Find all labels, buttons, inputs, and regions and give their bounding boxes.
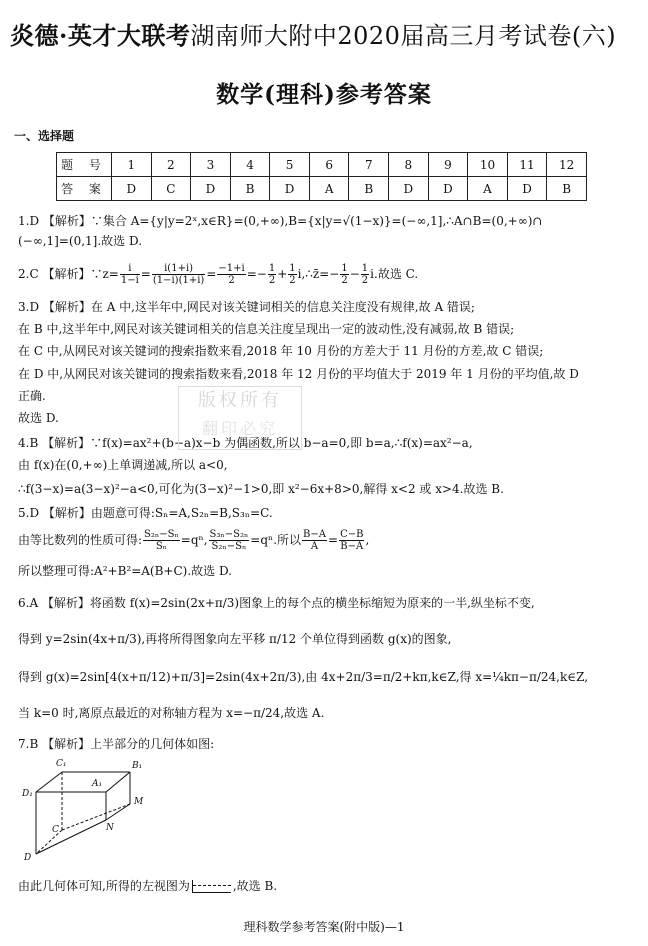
q4-solution-line3: ∴f(3−x)=a(3−x)²−a<0,可化为(3−x)²−1>0,即 x²−6x+8>0,解得 x<2 或 x>4.故选 B.	[18, 482, 504, 496]
table-cell: 5	[270, 153, 310, 177]
q3-solution-line1: 3.D 【解析】在 A 中,这半年中,网民对该关键词相关的信息关注度没有规律,故 A 错误;	[18, 300, 475, 314]
edge-b1-a1	[106, 772, 130, 792]
q3-solution-line4: 在 D 中,从网民对该关键词的搜索指数来看,2018 年 12 月份的平均值大于 2019 年 1 月份的平均值,故 D	[18, 367, 579, 381]
answer-table	[56, 152, 587, 201]
page-footer: 理科数学参考答案(附中版)—1	[243, 920, 405, 934]
table-cell: D	[389, 177, 429, 201]
q4-solution-line1: 4.B 【解析】∵f(x)=ax²+(b−a)x−b 为偶函数,所以 b−a=0,即 b=a,∴f(x)=ax²−a,	[18, 436, 473, 450]
q3-solution-line2: 在 B 中,这半年中,网民对该关键词相关的信息关注度呈现出一定的波动性,没有减弱,故 B 错误;	[18, 322, 515, 336]
q5-solution-line3: 所以整理可得:A²+B²=A(B+C).故选 D.	[18, 564, 232, 578]
answer-key-subtitle: 数学(理科)参考答案	[216, 81, 432, 108]
table-cell: 7	[349, 153, 389, 177]
label-d: D	[24, 853, 32, 863]
table-cell: 3	[191, 153, 231, 177]
table-row-answers	[57, 177, 587, 201]
q3-solution-line3: 在 C 中,从网民对该关键词的搜索指数来看,2018 年 10 月份的方差大于 11 月份的方差,故 C 错误;	[18, 344, 544, 358]
section-title-choice: 一、选择题	[14, 129, 75, 143]
title-brand: 炎德·英才大联考	[10, 21, 191, 50]
fraction: $\frac{C-B}{B-A}$	[340, 529, 364, 552]
table-cell: 1	[112, 153, 152, 177]
table-cell: 12	[547, 153, 587, 177]
table-cell: 9	[428, 153, 468, 177]
fraction: $\frac{1}{2}$	[361, 263, 369, 286]
hidden-edge-c-m	[62, 804, 130, 830]
geometry-figure	[20, 752, 180, 864]
table-cell: D	[191, 177, 231, 201]
table-cell: D	[428, 177, 468, 201]
table-cell: 8	[389, 153, 429, 177]
label-b1: B₁	[132, 761, 143, 771]
table-cell: 2	[151, 153, 191, 177]
table-cell: B	[547, 177, 587, 201]
fraction: $\frac{\text{S₃ₙ−S₂ₙ}}{\text{S₂ₙ−Sₙ}}$	[209, 529, 249, 552]
table-cell: B	[230, 177, 270, 201]
table-cell: C	[151, 177, 191, 201]
q1-solution-line2: (−∞,1]=(0,1].故选 D.	[18, 234, 143, 248]
fraction: $\frac{1}{2}$	[341, 263, 348, 286]
label-a1: A₁	[92, 779, 103, 789]
watermark	[178, 386, 302, 450]
q6-solution-line1: 6.A 【解析】将函数 f(x)=2sin(2x+π/3)图象上的每个点的横坐标缩短为原来的一半,纵坐标不变,	[18, 596, 535, 610]
label-c: C	[52, 825, 59, 835]
fraction: $\frac{i(1+i)}{(1-i)(1+i)}$	[152, 263, 205, 286]
table-cell: A	[468, 177, 508, 201]
page-title	[10, 16, 638, 51]
table-row-numbers	[57, 153, 587, 177]
q5-solution-line2: 由等比数列的性质可得: $\frac{\text{S₂ₙ−Sₙ}}{\text{Sₙ}}$ =qⁿ, $\frac{\text{S₃ₙ−S₂ₙ}}{\text{S₂ₙ−Sₙ}}$ =qⁿ.所以 $\frac{B-A}{A}$ = $\frac{C-B}{B-A}$ ,	[18, 529, 370, 552]
watermark-line1: 版权所有	[198, 390, 282, 411]
q7-solution-line2: 由此几何体可知,所得的左视图为 ,故选 B.	[18, 879, 278, 893]
table-cell: 10	[468, 153, 508, 177]
row-label-answer: 答 案	[57, 177, 112, 201]
q5-solution-line1: 5.D 【解析】由题意可得:Sₙ=A,S₂ₙ=B,S₃ₙ=C.	[18, 506, 273, 520]
table-cell: D	[112, 177, 152, 201]
label-c1: C₁	[56, 759, 67, 769]
label-d1: D₁	[22, 789, 33, 799]
q6-solution-line4: 当 k=0 时,离原点最近的对称轴方程为 x=−π/24,故选 A.	[18, 706, 325, 720]
table-cell: D	[270, 177, 310, 201]
table-cell: A	[309, 177, 349, 201]
table-cell: 4	[230, 153, 270, 177]
q1-solution-line1: 1.D 【解析】∵集合 A={y|y=2ˣ,x∈R}=(0,+∞),B={x|y=√(1−x)}=(−∞,1],∴A∩B=(0,+∞)∩	[18, 214, 543, 228]
watermark-line2: 翻印必究	[201, 419, 278, 438]
fraction: $\frac{1}{2}$	[289, 263, 296, 286]
fraction: $\frac{B-A}{A}$	[303, 529, 326, 552]
q2-solution: 2.C 【解析】∵z= $\frac{i}{1-i}$ = $\frac{i(1+i)}{(1-i)(1+i)}$ = $\frac{-1+i}{2}$ =− $\frac{1}{2}$ + $\frac{1}{2}$ i,∴z̄=− $\frac{1}{2}$ − $\frac{1}{2}$ i.故选 C.	[18, 263, 419, 286]
q4-solution-line2: 由 f(x)在(0,+∞)上单调递减,所以 a<0,	[18, 458, 228, 472]
table-cell: D	[507, 177, 547, 201]
title-exam-name: 湖南师大附中2020届高三月考试卷(六)	[190, 22, 617, 50]
edge-c1-d1	[36, 772, 62, 792]
fraction: $\frac{i}{1-i}$	[120, 263, 139, 286]
fraction: $\frac{\text{S₂ₙ−Sₙ}}{\text{Sₙ}}$	[144, 529, 179, 552]
row-label-number: 题 号	[57, 153, 112, 177]
q3-solution-line5: 正确.	[18, 389, 46, 403]
q6-solution-line2: 得到 y=2sin(4x+π/3),再将所得图象向左平移 π/12 个单位得到函数 g(x)的图象,	[18, 632, 452, 646]
left-view-icon	[192, 880, 231, 893]
label-n: N	[106, 823, 114, 833]
table-cell: B	[349, 177, 389, 201]
q7-solution-line1: 7.B 【解析】上半部分的几何体如图:	[18, 737, 215, 751]
q2-text: 2.C 【解析】∵z=	[18, 267, 119, 281]
fraction: $\frac{1}{2}$	[268, 263, 276, 286]
fraction: $\frac{-1+i}{2}$	[218, 263, 245, 286]
q6-solution-line3: 得到 g(x)=2sin[4(x+π/12)+π/3]=2sin(4x+2π/3),由 4x+2π/3=π/2+kπ,k∈Z,得 x=¼kπ−π/24,k∈Z,	[18, 670, 589, 684]
table-cell: 11	[507, 153, 547, 177]
label-m: M	[134, 797, 144, 807]
edge-d-n	[36, 820, 106, 854]
table-cell: 6	[309, 153, 349, 177]
q3-solution-line6: 故选 D.	[18, 411, 59, 425]
